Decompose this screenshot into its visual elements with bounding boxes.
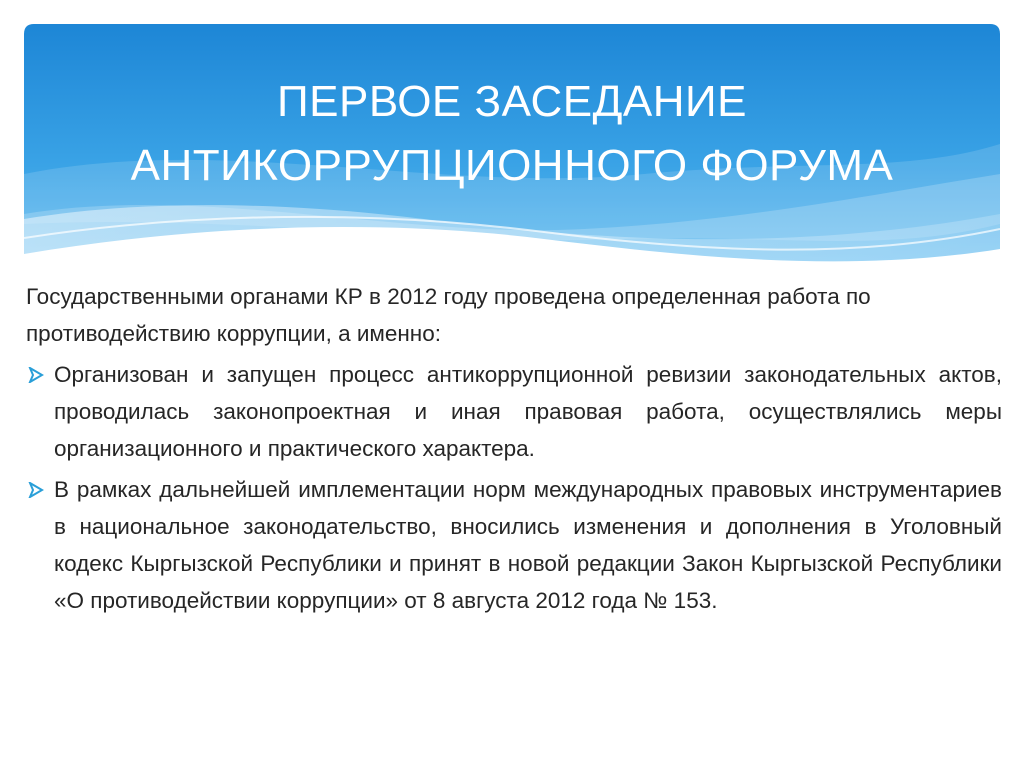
bullet-item-2 xyxy=(26,471,1002,619)
bullet-item-1 xyxy=(26,356,1002,467)
slide-title xyxy=(24,70,1000,198)
bullet-text-1: Организован и запущен процесс антикоррупционной ревизии законодательных актов, проводилась законопроектная и иная правовая работа, осуществлялись меры организационного и практического характера. xyxy=(54,362,1002,461)
arrow-bullet-icon xyxy=(26,471,48,508)
intro-paragraph: Государственными органами КР в 2012 году проведена определенная работа по противодействию коррупции, а именно: xyxy=(26,284,871,346)
bullet-text-2: В рамках дальнейшей имплементации норм международных правовых инструментариев в национальное законодательство, вносились изменения и дополнения в Уголовный кодекс Кыргызской Республики и принят в новой редакции Закон Кыргызской Республики «О противодействии коррупции» от 8 августа 2012 года № 153. xyxy=(54,477,1002,613)
arrow-bullet-icon xyxy=(26,356,48,393)
title-banner xyxy=(24,24,1000,282)
title-line-1: ПЕРВОЕ ЗАСЕДАНИЕ xyxy=(277,77,747,126)
slide-body xyxy=(26,278,1002,623)
title-line-2: АНТИКОРРУПЦИОННОГО ФОРУМА xyxy=(130,141,894,190)
bullet-list xyxy=(26,356,1002,619)
